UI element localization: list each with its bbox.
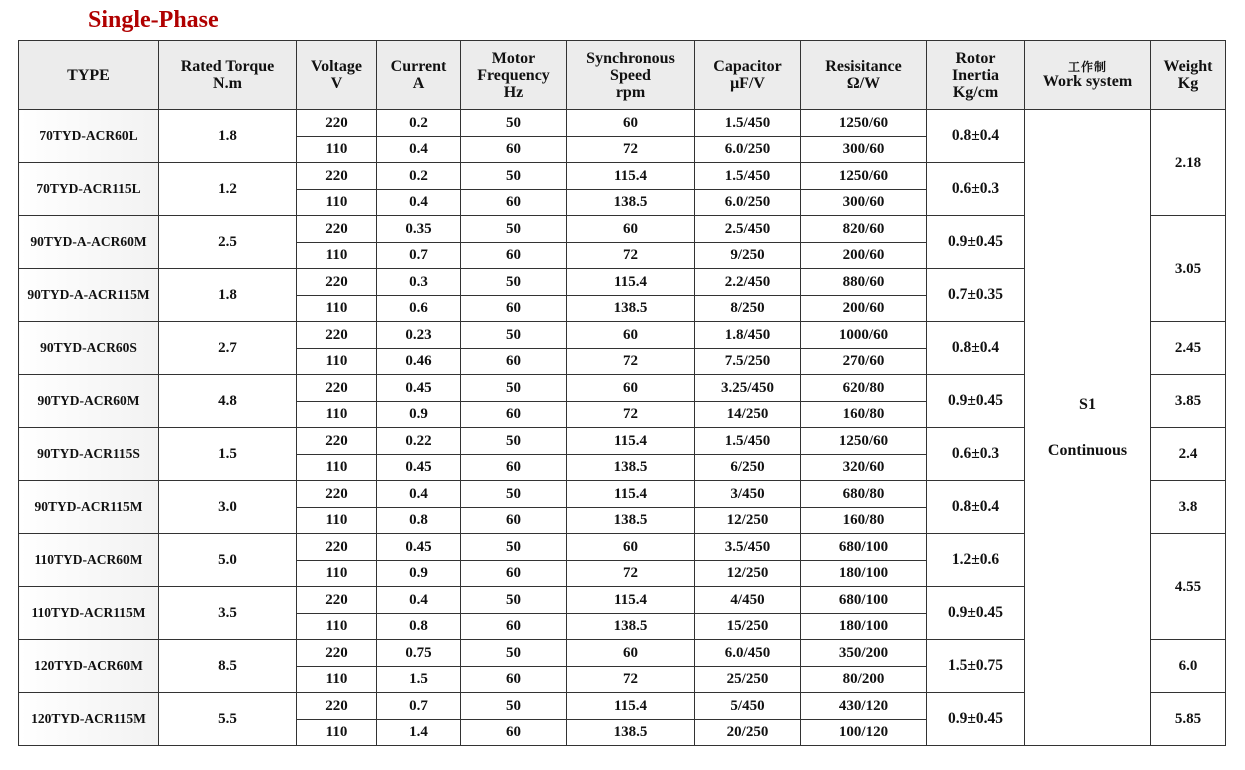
resistance-cell: 680/100 [801, 534, 927, 561]
frequency-cell: 50 [461, 269, 567, 296]
rotor-inertia-cell: 0.8±0.4 [927, 110, 1025, 163]
frequency-cell: 50 [461, 322, 567, 349]
speed-cell: 60 [567, 640, 695, 667]
model-type-cell: 110TYD-ACR60M [19, 534, 159, 587]
current-cell: 0.8 [377, 507, 461, 534]
weight-cell: 5.85 [1151, 693, 1226, 746]
header-weight: Weight Kg [1151, 41, 1226, 110]
current-cell: 0.22 [377, 428, 461, 455]
frequency-cell: 60 [461, 242, 567, 269]
capacitor-cell: 6/250 [695, 454, 801, 481]
capacitor-cell: 4/450 [695, 587, 801, 614]
frequency-cell: 50 [461, 216, 567, 243]
voltage-cell: 220 [297, 428, 377, 455]
header-frequency: Motor Frequency Hz [461, 41, 567, 110]
frequency-cell: 50 [461, 587, 567, 614]
header-capacitor: Capacitor μF/V [695, 41, 801, 110]
voltage-cell: 110 [297, 613, 377, 640]
voltage-cell: 220 [297, 693, 377, 720]
model-type-cell: 90TYD-A-ACR115M [19, 269, 159, 322]
resistance-cell: 200/60 [801, 295, 927, 322]
current-cell: 0.4 [377, 587, 461, 614]
resistance-cell: 350/200 [801, 640, 927, 667]
capacitor-cell: 15/250 [695, 613, 801, 640]
current-cell: 0.7 [377, 693, 461, 720]
resistance-cell: 820/60 [801, 216, 927, 243]
resistance-cell: 430/120 [801, 693, 927, 720]
speed-cell: 60 [567, 534, 695, 561]
capacitor-cell: 6.0/450 [695, 640, 801, 667]
speed-cell: 138.5 [567, 719, 695, 746]
current-cell: 0.6 [377, 295, 461, 322]
voltage-cell: 220 [297, 534, 377, 561]
voltage-cell: 220 [297, 375, 377, 402]
weight-cell: 2.4 [1151, 428, 1226, 481]
rated-torque-cell: 1.8 [159, 269, 297, 322]
frequency-cell: 60 [461, 560, 567, 587]
weight-cell: 3.05 [1151, 216, 1226, 322]
voltage-cell: 110 [297, 136, 377, 163]
frequency-cell: 50 [461, 110, 567, 137]
voltage-cell: 220 [297, 587, 377, 614]
frequency-cell: 50 [461, 534, 567, 561]
resistance-cell: 320/60 [801, 454, 927, 481]
voltage-cell: 110 [297, 189, 377, 216]
capacitor-cell: 5/450 [695, 693, 801, 720]
capacitor-cell: 9/250 [695, 242, 801, 269]
speed-cell: 138.5 [567, 189, 695, 216]
voltage-cell: 110 [297, 507, 377, 534]
current-cell: 0.9 [377, 401, 461, 428]
capacitor-cell: 3.5/450 [695, 534, 801, 561]
frequency-cell: 50 [461, 163, 567, 190]
resistance-cell: 180/100 [801, 560, 927, 587]
model-type-cell: 70TYD-ACR60L [19, 110, 159, 163]
resistance-cell: 680/100 [801, 587, 927, 614]
speed-cell: 138.5 [567, 613, 695, 640]
resistance-cell: 1250/60 [801, 110, 927, 137]
capacitor-cell: 1.5/450 [695, 110, 801, 137]
current-cell: 0.45 [377, 454, 461, 481]
resistance-cell: 1250/60 [801, 428, 927, 455]
rated-torque-cell: 5.5 [159, 693, 297, 746]
current-cell: 0.2 [377, 163, 461, 190]
weight-cell: 6.0 [1151, 640, 1226, 693]
model-type-cell: 90TYD-ACR115M [19, 481, 159, 534]
rotor-inertia-cell: 0.9±0.45 [927, 216, 1025, 269]
speed-cell: 115.4 [567, 693, 695, 720]
frequency-cell: 60 [461, 454, 567, 481]
rated-torque-cell: 3.0 [159, 481, 297, 534]
weight-cell: 3.8 [1151, 481, 1226, 534]
capacitor-cell: 2.2/450 [695, 269, 801, 296]
current-cell: 0.2 [377, 110, 461, 137]
rotor-inertia-cell: 0.8±0.4 [927, 322, 1025, 375]
speed-cell: 115.4 [567, 587, 695, 614]
speed-cell: 60 [567, 110, 695, 137]
resistance-cell: 300/60 [801, 189, 927, 216]
rotor-inertia-cell: 0.9±0.45 [927, 587, 1025, 640]
frequency-cell: 60 [461, 295, 567, 322]
rated-torque-cell: 2.7 [159, 322, 297, 375]
model-type-cell: 110TYD-ACR115M [19, 587, 159, 640]
frequency-cell: 60 [461, 136, 567, 163]
voltage-cell: 220 [297, 163, 377, 190]
current-cell: 0.45 [377, 375, 461, 402]
speed-cell: 138.5 [567, 454, 695, 481]
capacitor-cell: 2.5/450 [695, 216, 801, 243]
header-speed: Synchronous Speed rpm [567, 41, 695, 110]
model-type-cell: 90TYD-A-ACR60M [19, 216, 159, 269]
speed-cell: 72 [567, 136, 695, 163]
capacitor-cell: 3.25/450 [695, 375, 801, 402]
frequency-cell: 60 [461, 719, 567, 746]
frequency-cell: 50 [461, 693, 567, 720]
header-current: Current A [377, 41, 461, 110]
speed-cell: 115.4 [567, 163, 695, 190]
resistance-cell: 200/60 [801, 242, 927, 269]
resistance-cell: 270/60 [801, 348, 927, 375]
page-title: Single-Phase [88, 7, 219, 33]
spec-table [18, 40, 1226, 746]
header-type: TYPE [19, 41, 159, 110]
rotor-inertia-cell: 0.7±0.35 [927, 269, 1025, 322]
voltage-cell: 220 [297, 322, 377, 349]
voltage-cell: 110 [297, 242, 377, 269]
frequency-cell: 50 [461, 375, 567, 402]
current-cell: 0.7 [377, 242, 461, 269]
model-type-cell: 90TYD-ACR60S [19, 322, 159, 375]
weight-cell: 2.18 [1151, 110, 1226, 216]
header-work-system: 工作制 Work system [1025, 41, 1151, 110]
speed-cell: 72 [567, 401, 695, 428]
capacitor-cell: 14/250 [695, 401, 801, 428]
capacitor-cell: 6.0/250 [695, 136, 801, 163]
rated-torque-cell: 1.8 [159, 110, 297, 163]
frequency-cell: 60 [461, 348, 567, 375]
capacitor-cell: 12/250 [695, 560, 801, 587]
table-row [19, 110, 1226, 137]
resistance-cell: 300/60 [801, 136, 927, 163]
frequency-cell: 50 [461, 481, 567, 508]
speed-cell: 60 [567, 216, 695, 243]
voltage-cell: 110 [297, 295, 377, 322]
speed-cell: 115.4 [567, 428, 695, 455]
voltage-cell: 110 [297, 454, 377, 481]
work-system-label: Continuous [1047, 441, 1128, 459]
rotor-inertia-cell: 0.6±0.3 [927, 163, 1025, 216]
capacitor-cell: 1.8/450 [695, 322, 801, 349]
speed-cell: 115.4 [567, 269, 695, 296]
current-cell: 0.4 [377, 189, 461, 216]
frequency-cell: 60 [461, 613, 567, 640]
voltage-cell: 220 [297, 640, 377, 667]
header-inertia: Rotor Inertia Kg/cm [927, 41, 1025, 110]
current-cell: 1.4 [377, 719, 461, 746]
table-body [19, 110, 1226, 746]
rotor-inertia-cell: 0.6±0.3 [927, 428, 1025, 481]
voltage-cell: 220 [297, 216, 377, 243]
rated-torque-cell: 4.8 [159, 375, 297, 428]
current-cell: 0.75 [377, 640, 461, 667]
capacitor-cell: 1.5/450 [695, 163, 801, 190]
current-cell: 1.5 [377, 666, 461, 693]
speed-cell: 72 [567, 666, 695, 693]
voltage-cell: 110 [297, 666, 377, 693]
model-type-cell: 120TYD-ACR115M [19, 693, 159, 746]
voltage-cell: 110 [297, 719, 377, 746]
rotor-inertia-cell: 1.2±0.6 [927, 534, 1025, 587]
voltage-cell: 220 [297, 110, 377, 137]
voltage-cell: 220 [297, 269, 377, 296]
frequency-cell: 60 [461, 401, 567, 428]
work-system-cell [1025, 110, 1151, 746]
capacitor-cell: 3/450 [695, 481, 801, 508]
resistance-cell: 680/80 [801, 481, 927, 508]
resistance-cell: 1000/60 [801, 322, 927, 349]
header-torque: Rated Torque N.m [159, 41, 297, 110]
current-cell: 0.23 [377, 322, 461, 349]
header-resistance: Resisitance Ω/W [801, 41, 927, 110]
current-cell: 0.3 [377, 269, 461, 296]
current-cell: 0.4 [377, 136, 461, 163]
weight-cell: 2.45 [1151, 322, 1226, 375]
current-cell: 0.46 [377, 348, 461, 375]
current-cell: 0.45 [377, 534, 461, 561]
speed-cell: 138.5 [567, 507, 695, 534]
weight-cell: 3.85 [1151, 375, 1226, 428]
rotor-inertia-cell: 0.9±0.45 [927, 375, 1025, 428]
speed-cell: 115.4 [567, 481, 695, 508]
header-voltage: Voltage V [297, 41, 377, 110]
capacitor-cell: 7.5/250 [695, 348, 801, 375]
resistance-cell: 1250/60 [801, 163, 927, 190]
model-type-cell: 90TYD-ACR115S [19, 428, 159, 481]
voltage-cell: 110 [297, 560, 377, 587]
capacitor-cell: 8/250 [695, 295, 801, 322]
frequency-cell: 60 [461, 507, 567, 534]
frequency-cell: 50 [461, 428, 567, 455]
resistance-cell: 100/120 [801, 719, 927, 746]
table-header [19, 41, 1226, 110]
resistance-cell: 160/80 [801, 401, 927, 428]
capacitor-cell: 1.5/450 [695, 428, 801, 455]
voltage-cell: 110 [297, 401, 377, 428]
capacitor-cell: 25/250 [695, 666, 801, 693]
resistance-cell: 880/60 [801, 269, 927, 296]
rotor-inertia-cell: 1.5±0.75 [927, 640, 1025, 693]
current-cell: 0.4 [377, 481, 461, 508]
capacitor-cell: 20/250 [695, 719, 801, 746]
current-cell: 0.35 [377, 216, 461, 243]
frequency-cell: 60 [461, 189, 567, 216]
rated-torque-cell: 3.5 [159, 587, 297, 640]
capacitor-cell: 12/250 [695, 507, 801, 534]
speed-cell: 138.5 [567, 295, 695, 322]
resistance-cell: 180/100 [801, 613, 927, 640]
rotor-inertia-cell: 0.8±0.4 [927, 481, 1025, 534]
capacitor-cell: 6.0/250 [695, 189, 801, 216]
resistance-cell: 160/80 [801, 507, 927, 534]
voltage-cell: 220 [297, 481, 377, 508]
rotor-inertia-cell: 0.9±0.45 [927, 693, 1025, 746]
frequency-cell: 50 [461, 640, 567, 667]
model-type-cell: 90TYD-ACR60M [19, 375, 159, 428]
current-cell: 0.9 [377, 560, 461, 587]
rated-torque-cell: 2.5 [159, 216, 297, 269]
current-cell: 0.8 [377, 613, 461, 640]
speed-cell: 72 [567, 242, 695, 269]
resistance-cell: 620/80 [801, 375, 927, 402]
frequency-cell: 60 [461, 666, 567, 693]
weight-cell: 4.55 [1151, 534, 1226, 640]
model-type-cell: 70TYD-ACR115L [19, 163, 159, 216]
voltage-cell: 110 [297, 348, 377, 375]
rated-torque-cell: 1.5 [159, 428, 297, 481]
speed-cell: 60 [567, 375, 695, 402]
work-system-code: S1 [1079, 395, 1096, 413]
speed-cell: 72 [567, 348, 695, 375]
resistance-cell: 80/200 [801, 666, 927, 693]
rated-torque-cell: 8.5 [159, 640, 297, 693]
rated-torque-cell: 5.0 [159, 534, 297, 587]
model-type-cell: 120TYD-ACR60M [19, 640, 159, 693]
rated-torque-cell: 1.2 [159, 163, 297, 216]
speed-cell: 72 [567, 560, 695, 587]
speed-cell: 60 [567, 322, 695, 349]
